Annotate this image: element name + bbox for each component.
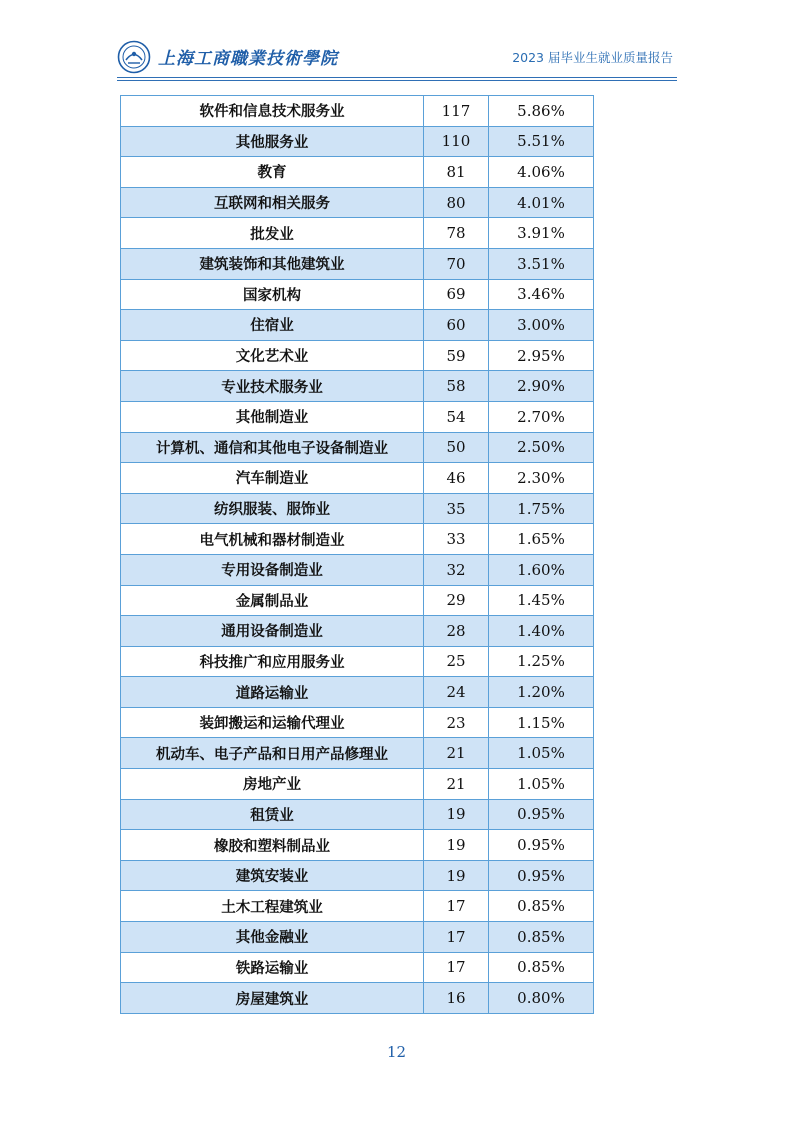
percent-cell: 1.05% — [489, 769, 594, 800]
table-row — [121, 983, 594, 1014]
percent-cell: 1.75% — [489, 493, 594, 524]
table-row — [121, 616, 594, 647]
percent-cell: 1.05% — [489, 738, 594, 769]
table-row — [121, 524, 594, 555]
industry-cell: 房屋建筑业 — [121, 983, 424, 1014]
table-row — [121, 310, 594, 341]
industry-cell: 房地产业 — [121, 769, 424, 800]
count-cell: 16 — [424, 983, 489, 1014]
table-row — [121, 799, 594, 830]
industry-cell: 铁路运输业 — [121, 952, 424, 983]
percent-cell: 2.95% — [489, 340, 594, 371]
percent-cell: 1.45% — [489, 585, 594, 616]
percent-cell: 2.70% — [489, 401, 594, 432]
table-row — [121, 707, 594, 738]
percent-cell: 3.51% — [489, 248, 594, 279]
table-row — [121, 738, 594, 769]
table-row — [121, 646, 594, 677]
percent-cell: 1.40% — [489, 616, 594, 647]
percent-cell: 1.25% — [489, 646, 594, 677]
count-cell: 33 — [424, 524, 489, 555]
count-cell: 21 — [424, 769, 489, 800]
industry-cell: 通用设备制造业 — [121, 616, 424, 647]
industry-cell: 租赁业 — [121, 799, 424, 830]
percent-cell: 1.65% — [489, 524, 594, 555]
count-cell: 59 — [424, 340, 489, 371]
industry-table-body — [121, 96, 594, 1014]
table-row — [121, 585, 594, 616]
percent-cell: 0.85% — [489, 891, 594, 922]
percent-cell: 1.15% — [489, 707, 594, 738]
table-row — [121, 769, 594, 800]
count-cell: 117 — [424, 96, 489, 127]
count-cell: 25 — [424, 646, 489, 677]
count-cell: 58 — [424, 371, 489, 402]
count-cell: 29 — [424, 585, 489, 616]
table-row — [121, 401, 594, 432]
count-cell: 23 — [424, 707, 489, 738]
page-number: 12 — [386, 1043, 407, 1061]
table-row — [121, 340, 594, 371]
table-row — [121, 463, 594, 494]
percent-cell: 4.06% — [489, 157, 594, 188]
industry-cell: 互联网和相关服务 — [121, 187, 424, 218]
industry-cell: 金属制品业 — [121, 585, 424, 616]
table-row — [121, 248, 594, 279]
industry-cell: 专业技术服务业 — [121, 371, 424, 402]
count-cell: 28 — [424, 616, 489, 647]
count-cell: 50 — [424, 432, 489, 463]
table-row — [121, 371, 594, 402]
percent-cell: 0.95% — [489, 860, 594, 891]
table-row — [121, 860, 594, 891]
industry-cell: 软件和信息技术服务业 — [121, 96, 424, 127]
percent-cell: 3.46% — [489, 279, 594, 310]
percent-cell: 1.20% — [489, 677, 594, 708]
percent-cell: 2.50% — [489, 432, 594, 463]
percent-cell: 0.85% — [489, 952, 594, 983]
industry-table — [120, 95, 594, 1014]
count-cell: 80 — [424, 187, 489, 218]
percent-cell: 0.85% — [489, 922, 594, 953]
table-row — [121, 922, 594, 953]
count-cell: 81 — [424, 157, 489, 188]
table-row — [121, 157, 594, 188]
industry-cell: 电气机械和器材制造业 — [121, 524, 424, 555]
percent-cell: 2.30% — [489, 463, 594, 494]
industry-cell: 其他服务业 — [121, 126, 424, 157]
table-row — [121, 279, 594, 310]
table-row — [121, 126, 594, 157]
industry-cell: 专用设备制造业 — [121, 554, 424, 585]
table-row — [121, 432, 594, 463]
percent-cell: 3.91% — [489, 218, 594, 249]
report-title: 2023 届毕业生就业质量报告 — [512, 50, 673, 65]
percent-cell: 0.80% — [489, 983, 594, 1014]
count-cell: 17 — [424, 891, 489, 922]
industry-cell: 其他金融业 — [121, 922, 424, 953]
table-row — [121, 96, 594, 127]
industry-cell: 其他制造业 — [121, 401, 424, 432]
industry-cell: 道路运输业 — [121, 677, 424, 708]
percent-cell: 0.95% — [489, 799, 594, 830]
industry-cell: 装卸搬运和运输代理业 — [121, 707, 424, 738]
school-name: 上海工商職業技術學院 — [158, 49, 338, 69]
industry-cell: 教育 — [121, 157, 424, 188]
industry-cell: 住宿业 — [121, 310, 424, 341]
count-cell: 24 — [424, 677, 489, 708]
table-row — [121, 218, 594, 249]
count-cell: 78 — [424, 218, 489, 249]
count-cell: 70 — [424, 248, 489, 279]
page-header — [0, 0, 793, 78]
industry-cell: 建筑装饰和其他建筑业 — [121, 248, 424, 279]
count-cell: 19 — [424, 860, 489, 891]
industry-cell: 科技推广和应用服务业 — [121, 646, 424, 677]
count-cell: 19 — [424, 830, 489, 861]
percent-cell: 3.00% — [489, 310, 594, 341]
industry-cell: 计算机、通信和其他电子设备制造业 — [121, 432, 424, 463]
count-cell: 69 — [424, 279, 489, 310]
percent-cell: 2.90% — [489, 371, 594, 402]
count-cell: 17 — [424, 952, 489, 983]
header-rule — [117, 77, 677, 78]
table-row — [121, 187, 594, 218]
count-cell: 17 — [424, 922, 489, 953]
count-cell: 21 — [424, 738, 489, 769]
industry-cell: 文化艺术业 — [121, 340, 424, 371]
count-cell: 110 — [424, 126, 489, 157]
percent-cell: 0.95% — [489, 830, 594, 861]
school-emblem-icon — [117, 40, 151, 74]
percent-cell: 1.60% — [489, 554, 594, 585]
percent-cell: 4.01% — [489, 187, 594, 218]
industry-cell: 批发业 — [121, 218, 424, 249]
count-cell: 19 — [424, 799, 489, 830]
industry-cell: 机动车、电子产品和日用产品修理业 — [121, 738, 424, 769]
percent-cell: 5.86% — [489, 96, 594, 127]
table-row — [121, 952, 594, 983]
count-cell: 54 — [424, 401, 489, 432]
percent-cell: 5.51% — [489, 126, 594, 157]
industry-cell: 纺织服装、服饰业 — [121, 493, 424, 524]
table-row — [121, 891, 594, 922]
count-cell: 32 — [424, 554, 489, 585]
industry-cell: 建筑安装业 — [121, 860, 424, 891]
table-row — [121, 830, 594, 861]
industry-cell: 橡胶和塑料制品业 — [121, 830, 424, 861]
header-rule-secondary — [117, 80, 677, 81]
industry-cell: 汽车制造业 — [121, 463, 424, 494]
industry-cell: 土木工程建筑业 — [121, 891, 424, 922]
industry-cell: 国家机构 — [121, 279, 424, 310]
table-row — [121, 493, 594, 524]
table-row — [121, 554, 594, 585]
count-cell: 35 — [424, 493, 489, 524]
count-cell: 46 — [424, 463, 489, 494]
count-cell: 60 — [424, 310, 489, 341]
table-row — [121, 677, 594, 708]
